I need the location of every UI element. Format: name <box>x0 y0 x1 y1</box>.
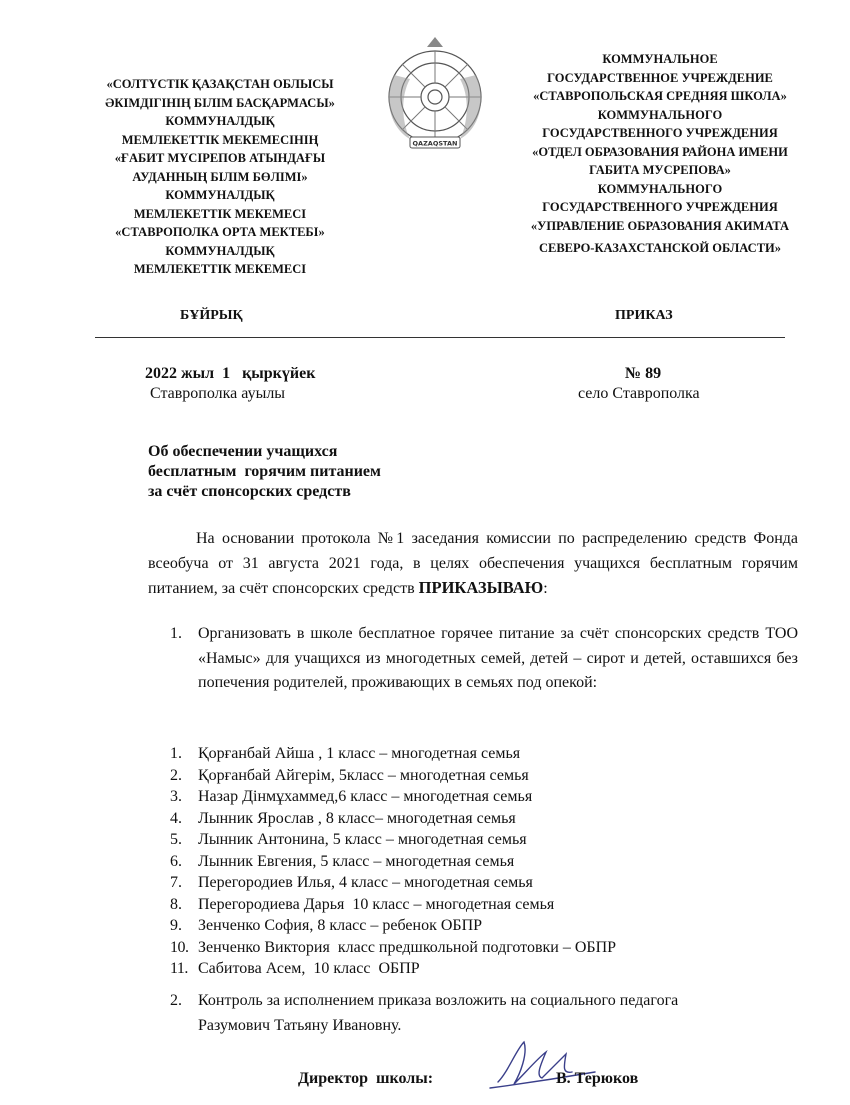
signature-role <box>298 1070 433 1088</box>
header-ru-line: СЕВЕРО-КАЗАХСТАНСКОЙ ОБЛАСТИ» <box>538 241 782 255</box>
order-item-2 <box>170 989 810 1038</box>
list-item <box>170 915 616 937</box>
doc-type-kz: БҰЙРЫҚ <box>180 308 243 323</box>
item-number: 1. <box>170 625 182 642</box>
order-number: № 89 <box>625 365 662 382</box>
list-item-text: Перегородиев Илья, 4 класс – многодетная семья <box>198 874 533 891</box>
header-ru-line: ГОСУДАРСТВЕННОГО УЧРЕЖДЕНИЯ <box>542 200 778 214</box>
list-item-text: Лынник Ярослав , 8 класс– многодетная семья <box>198 809 516 827</box>
state-emblem-icon <box>380 35 490 160</box>
header-kz-line: КОММУНАЛДЫҚ <box>165 114 275 128</box>
place-ru: село Ставрополка <box>578 385 700 402</box>
order-item-1 <box>170 622 798 696</box>
intro-text: На основании протокола №1 заседания комиссии по распределению средств Фонда всеобуча от 31 августа 2021 года, в целях обеспечения учащихся бесплатным горячим питанием, за счёт спонсорских средств <box>148 530 798 597</box>
director-name: В. Терюков <box>556 1070 639 1087</box>
item-text <box>198 989 810 1038</box>
header-ru-line: КОММУНАЛЬНОГО <box>597 107 723 122</box>
header-kz-line: МЕМЛЕКЕТТІК МЕКЕМЕСІ <box>133 206 307 221</box>
header-ru-line: «УПРАВЛЕНИЕ ОБРАЗОВАНИЯ АКИМАТА <box>530 218 790 233</box>
intro-paragraph <box>148 527 798 602</box>
order-title <box>148 442 381 502</box>
order-title-line: Об обеспечении учащихся <box>148 443 338 460</box>
header-ru-line: ГОСУДАРСТВЕННОЕ УЧРЕЖДЕНИЕ <box>547 70 773 85</box>
list-item-number: 3. <box>170 788 182 805</box>
list-item <box>170 872 616 894</box>
header-ru-line: ГАБИТА МУСРЕПОВА» <box>589 163 731 177</box>
item-text-line: Контроль за исполнением приказа возложить на социального педагога <box>198 992 679 1009</box>
list-item <box>170 958 616 980</box>
signature-role-b: школы: <box>376 1070 434 1087</box>
header-kz-line: «СОЛТҮСТІК ҚАЗАҚСТАН ОБЛЫСЫ <box>106 77 334 91</box>
list-item-number: 5. <box>170 831 182 848</box>
header-kz-line: КОММУНАЛДЫҚ <box>165 243 275 258</box>
list-item <box>170 829 616 851</box>
item-text: Организовать в школе бесплатное горячее питание за счёт спонсорских средств ТОО «Намыс» для учащихся из многодетных семей, детей – сирот и детей, оставшихся без попечения родителей, проживающих в семьях под опекой: <box>198 625 798 691</box>
place-kz: Ставрополка ауылы <box>150 385 286 402</box>
list-item-text: Лынник Евгения, 5 класс – многодетная семья <box>198 852 515 870</box>
order-title-line: за счёт спонсорских средств <box>148 483 351 500</box>
header-ru-line: «ОТДЕЛ ОБРАЗОВАНИЯ РАЙОНА ИМЕНИ <box>532 144 788 159</box>
list-item-text: Зенченко София, 8 класс – ребенок ОБПР <box>198 917 483 934</box>
list-item <box>170 765 616 787</box>
list-item <box>170 894 616 916</box>
header-kz-line: МЕМЛЕКЕТТІК МЕКЕМЕСІ <box>133 262 307 276</box>
emblem-text: QAZAQSTAN <box>412 139 458 148</box>
list-item <box>170 808 616 830</box>
list-item <box>170 786 616 808</box>
item-number: 2. <box>170 992 182 1009</box>
header-ru <box>505 50 815 258</box>
list-item-text: Зенченко Виктория класс предшкольной подготовки – ОБПР <box>198 938 617 956</box>
header-kz-line: «СТАВРОПОЛКА ОРТА МЕКТЕБІ» <box>115 225 325 239</box>
header-kz-line: КОММУНАЛДЫҚ <box>165 188 275 202</box>
list-item <box>170 851 616 873</box>
doc-type-ru: ПРИКАЗ <box>615 308 673 323</box>
list-item-number: 1. <box>170 745 182 762</box>
header-kz <box>70 75 370 279</box>
header-kz-line: МЕМЛЕКЕТТІК МЕКЕМЕСІНІҢ <box>121 132 319 147</box>
list-item-number: 8. <box>170 895 182 913</box>
list-item-number: 6. <box>170 852 182 870</box>
list-item-text: Перегородиева Дарья 10 класс – многодетная семья <box>198 895 555 913</box>
list-item-text: Назар Дінмұхаммед,6 класс – многодетная семья <box>198 788 533 805</box>
header-kz-line: «ҒАБИТ МҮСІРЕПОВ АТЫНДАҒЫ <box>114 151 326 165</box>
list-item-number: 4. <box>170 809 182 827</box>
header-kz-line: АУДАННЫҢ БІЛІМ БӨЛІМІ» <box>132 169 308 184</box>
header-ru-line: КОММУНАЛЬНОЕ <box>602 52 718 66</box>
list-item-text: Қорғанбай Айша , 1 класс – многодетная семья <box>198 745 521 762</box>
list-item-number: 2. <box>170 766 182 784</box>
list-item-number: 11. <box>170 960 188 977</box>
list-item <box>170 743 616 765</box>
signature-role-a: Директор <box>298 1070 368 1087</box>
list-item-number: 7. <box>170 874 182 891</box>
order-date: 2022 жыл 1 қыркүйек <box>145 365 316 382</box>
header-divider <box>95 337 785 338</box>
item-text-line: Разумович Татьяну Ивановну. <box>198 1016 402 1034</box>
intro-colon: : <box>543 580 548 597</box>
list-item-number: 10. <box>170 938 189 956</box>
intro-keyword: ПРИКАЗЫВАЮ <box>418 578 544 597</box>
handwritten-signature <box>480 1032 600 1100</box>
list-item-text: Қорғанбай Айгерім, 5класс – многодетная семья <box>198 766 529 784</box>
students-list <box>170 743 616 980</box>
list-item-text: Сабитова Асем, 10 класс ОБПР <box>198 960 420 977</box>
header-ru-line: ГОСУДАРСТВЕННОГО УЧРЕЖДЕНИЯ <box>542 126 778 140</box>
order-title-line: бесплатным горячим питанием <box>148 463 381 480</box>
list-item-text: Лынник Антонина, 5 класс – многодетная семья <box>198 831 527 848</box>
list-item-number: 9. <box>170 917 182 934</box>
header-kz-line: ӘКІМДІГІНІҢ БІЛІМ БАСҚАРМАСЫ» <box>105 95 335 110</box>
header-ru-line: «СТАВРОПОЛЬСКАЯ СРЕДНЯЯ ШКОЛА» <box>533 89 787 103</box>
list-item <box>170 937 616 959</box>
header-ru-line: КОММУНАЛЬНОГО <box>597 181 723 196</box>
